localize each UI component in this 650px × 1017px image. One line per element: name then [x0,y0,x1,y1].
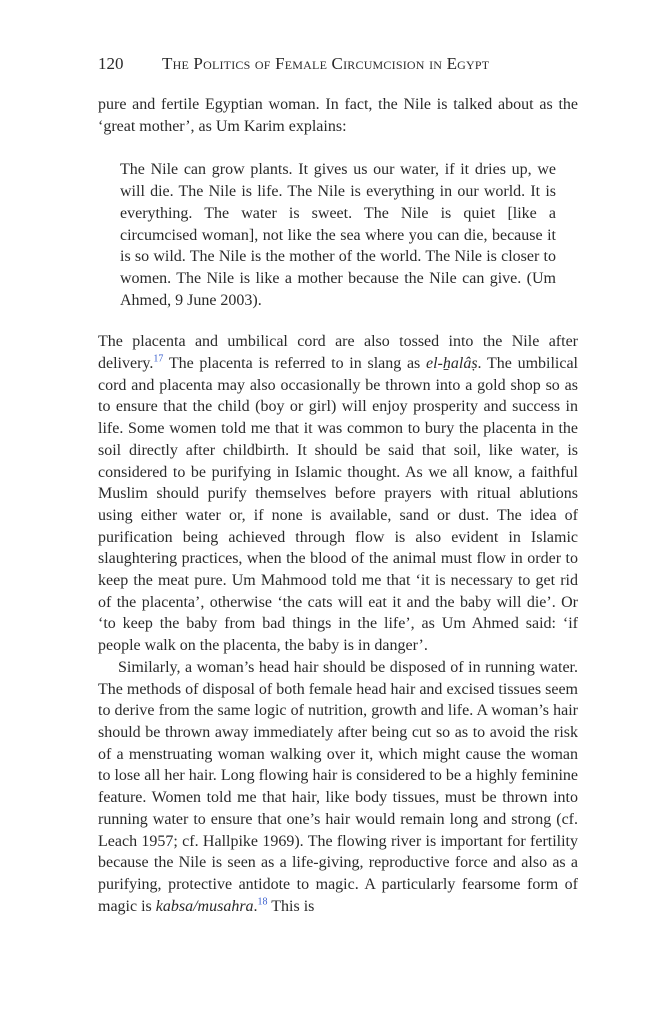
term-el-halas: el-ẖalâṣ [426,355,478,373]
paragraph-3-text-c: This is [267,897,315,915]
paragraph-2 [98,331,578,657]
paragraph-2-text-b: The placenta is referred to in slang as [163,355,426,373]
page-number: 120 [98,54,124,73]
running-title: The Politics of Female Circumcision in Egypt [162,54,490,73]
paragraph-3 [98,657,578,917]
paragraph-2-text-c: . The umbilical cord and placenta may also occasionally be thrown into a gold shop so as to ensure that the child (boy or girl) will enjoy prosperity and success in life. Some women told me that it was common to bury the placenta in the soil directly after childbirth. It should be said that soil, like water, is considered to be purifying in Islamic thought. As we all know, a faithful Muslim should purify themselves before prayers with ritual ablutions using either water or, if none is available, sand or dust. The idea of purification being achieved through flow is also evident in Islamic slaughtering practices, when the blood of the animal must flow in order to keep the meat pure. Um Mahmood told me that ‘it is necessary to get rid of the placenta’, otherwise ‘the cats will eat it and the baby will die’. Or ‘to keep the baby from bad things in the life’, as Um Ahmed said: ‘if people walk on the placenta, the baby is in danger’. [98,355,578,655]
book-page [98,54,578,917]
footnote-ref-17[interactable]: 17 [153,353,164,365]
running-header [98,54,578,80]
paragraph-3-text-b: . [253,897,258,915]
term-kabsa-musahra: kabsa/musahra [155,897,254,915]
block-quote: The Nile can grow plants. It gives us our water, if it dries up, we will die. The Nile is life. The Nile is everything in our world. It is everything. The water is sweet. The Nile is quiet [like a circumcised woman], not like the sea where you can die, because it is so wild. The Nile is the mother of the world. The Nile is closer to women. The Nile is like a mother because the Nile can give. (Um Ahmed, 9 June 2003). [120,161,556,309]
footnote-ref-18[interactable]: 18 [257,896,268,908]
paragraph-1: pure and fertile Egyptian woman. In fact, the Nile is talked about as the ‘great mother’, as Um Karim explains: [98,96,578,135]
paragraph-2-text-a: The placenta and umbilical cord are also tossed into the Nile after delivery. [98,333,578,373]
paragraph-3-text-a: Similarly, a woman’s head hair should be disposed of in running water. The methods of disposal of both female head hair and excised tissues seem to derive from the same logic of nutrition, growth and life. A woman’s hair should be thrown away immediately after being cut so as to avoid the risk of a menstruating woman walking over it, which might cause the woman to lose all her hair. Long flowing hair is considered to be a highly feminine feature. Women told me that hair, like body tissues, must be thrown into running water to ensure that one’s hair would remain long and strong (cf. Leach 1957; cf. Hallpike 1969). The flowing river is important for fertility because the Nile is seen as a life-giving, reproductive force and also as a purifying, protective antidote to magic. A particularly fearsome form of magic is [98,658,578,915]
